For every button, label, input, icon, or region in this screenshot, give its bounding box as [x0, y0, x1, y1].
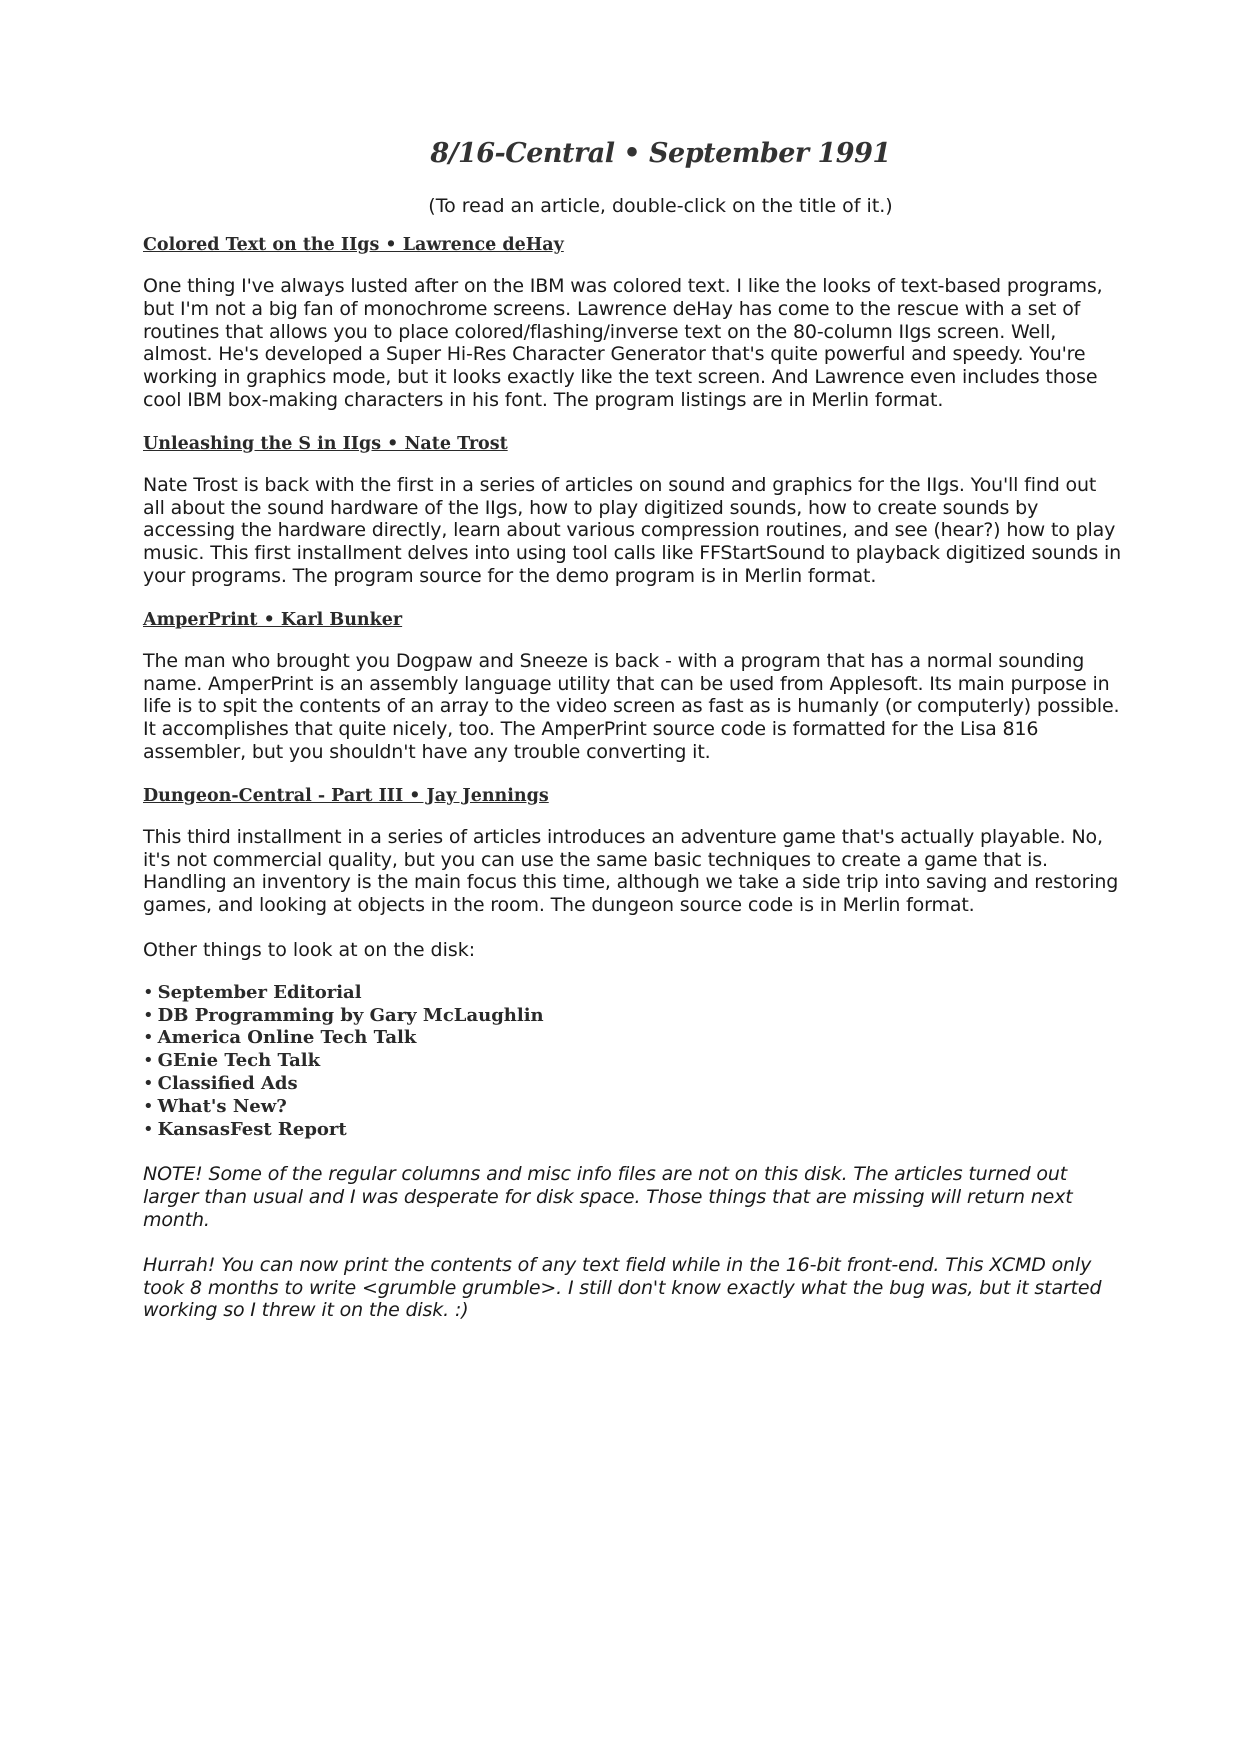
bullet-icon: • [143, 981, 154, 1003]
bullet-icon: • [143, 1072, 154, 1094]
list-item[interactable]: • DB Programming by Gary McLaughlin [143, 1004, 544, 1026]
bullet-icon: • [143, 1050, 154, 1072]
bullet-icon: • [143, 1027, 154, 1049]
other-items-list [143, 982, 1123, 1142]
list-item[interactable]: • GEnie Tech Talk [143, 1050, 321, 1072]
bullet-icon: • [143, 1118, 154, 1140]
article-section [143, 434, 1123, 588]
article-section [143, 610, 1123, 764]
article-link-colored-text[interactable]: Colored Text on the IIgs • Lawrence deHay [143, 235, 564, 255]
bullet-icon: • [143, 1004, 154, 1026]
bullet-icon: • [143, 1095, 154, 1117]
article-section [143, 786, 1123, 917]
article-link-amperprint[interactable]: AmperPrint • Karl Bunker [143, 609, 403, 630]
list-item[interactable]: • September Editorial [143, 981, 362, 1003]
article-description: One thing I've always lusted after on the IBM was colored text. I like the looks of text-based programs, but I'm not a big fan of monochrome screens. Lawrence deHay has come to the rescue with a set of routines that allows you to place colored/flashing/inverse text on the 80-column IIgs screen. Well, almost. He's developed a Super Hi-Res Character Generator that's quite powerful and speedy. You're working in graphics mode, but it looks exactly like the text screen. And Lawrence even includes those cool IBM box-making characters in his font. The program listings are in Merlin format. [143, 275, 1103, 411]
page-instructions: (To read an article, double-click on the title of it.) [428, 195, 893, 217]
note-paragraph: Hurrah! You can now print the contents of any text field while in the 16-bit front-end. This XCMD only took 8 months to write <grumble grumble>. I still don't know exactly what the bug was, but it started working so I threw it on the disk. :) [143, 1253, 1102, 1322]
article-section [143, 235, 1123, 412]
article-description: The man who brought you Dogpaw and Sneeze is back - with a program that has a normal sounding name. AmperPrint is an assembly language utility that can be used from Applesoft. Its main purpose in life is to spit the contents of an array to the video screen as fast as is humanly (or computerly) possible. It accomplishes that quite nicely, too. The AmperPrint source code is formatted for the Lisa 816 assembler, but you shouldn't have any trouble converting it. [143, 649, 1120, 763]
list-item[interactable]: • What's New? [143, 1095, 287, 1117]
article-link-dungeon-central[interactable]: Dungeon-Central - Part III • Jay Jennings [143, 785, 549, 806]
article-link-unleashing-s[interactable]: Unleashing the S in IIgs • Nate Trost [143, 433, 508, 454]
note-paragraph: NOTE! Some of the regular columns and misc info files are not on this disk. The articles turned out larger than usual and I was desperate for disk space. Those things that are missing will return next month. [143, 1163, 1073, 1231]
other-items-label: Other things to look at on the disk: [143, 938, 476, 961]
document-page [143, 138, 1123, 1344]
list-item[interactable]: • America Online Tech Talk [143, 1027, 417, 1049]
article-description: This third installment in a series of articles introduces an adventure game that's actually playable. No, it's not commercial quality, but you can use the same basic techniques to create a game that is. Handling an inventory is the main focus this time, although we take a side trip into saving and restoring games, and looking at objects in the room. The dungeon source code is in Merlin format. [143, 825, 1119, 917]
article-description: Nate Trost is back with the first in a series of articles on sound and graphics for the IIgs. You'll find out all about the sound hardware of the IIgs, how to play digitized sounds, how to create sounds by accessing the hardware directly, learn about various compression routines, and see (hear?) how to play music. This first installment delves into using tool calls like FFStartSound to playback digitized sounds in your programs. The program source for the demo program is in Merlin format. [143, 473, 1122, 587]
page-title: 8/16-Central • September 1991 [430, 138, 891, 169]
list-item[interactable]: • KansasFest Report [143, 1118, 347, 1140]
list-item[interactable]: • Classified Ads [143, 1072, 298, 1094]
